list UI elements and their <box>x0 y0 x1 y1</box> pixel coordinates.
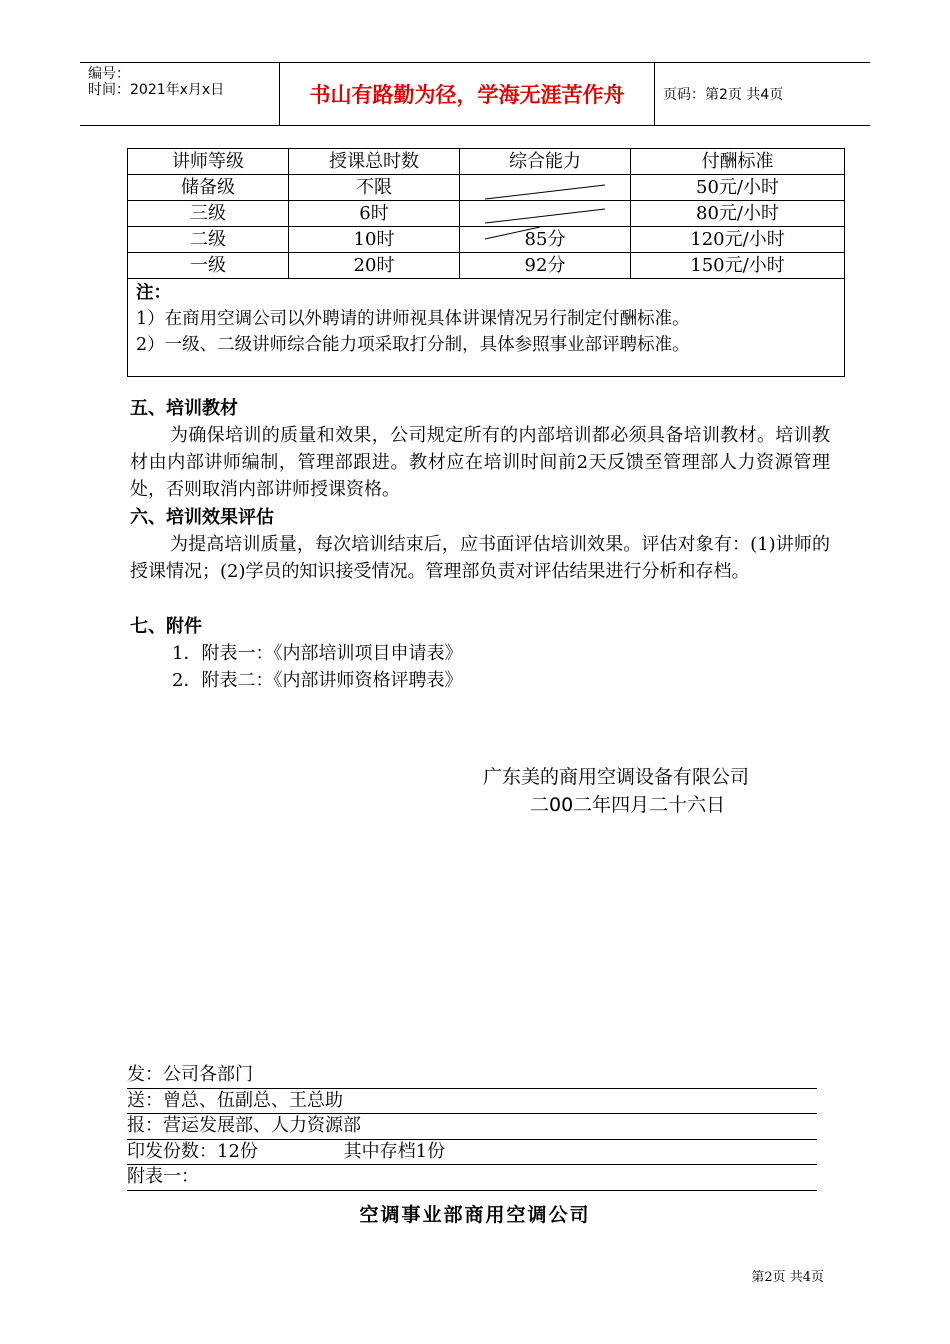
struck-out-cell <box>460 201 631 227</box>
table-cell: 20时 <box>289 253 460 279</box>
distribution-copies <box>127 1140 817 1166</box>
table-header-row <box>128 149 845 175</box>
attachment-item: 2．附表二：《内部讲师资格评聘表》 <box>172 670 463 691</box>
page-header <box>80 62 870 126</box>
attachment-item: 1．附表一：《内部培训项目申请表》 <box>172 643 463 664</box>
struck-out-cell <box>460 175 631 201</box>
score-value: 85分 <box>524 228 566 250</box>
section-attachments <box>130 614 830 694</box>
table-cell: 不限 <box>289 175 460 201</box>
company-name: 广东美的商用空调设备有限公司 <box>483 766 750 788</box>
table-notes <box>127 277 845 377</box>
column-header: 付酬标准 <box>631 149 845 175</box>
distribution-song: 送：曾总、伍副总、王总助 <box>127 1089 817 1115</box>
table-cell: 80元/小时 <box>631 201 845 227</box>
section-training-materials <box>130 396 830 503</box>
table-cell: 120元/小时 <box>631 227 845 253</box>
fee-table <box>127 148 845 279</box>
score-cell <box>460 227 631 253</box>
table-cell: 50元/小时 <box>631 175 845 201</box>
table-cell: 150元/小时 <box>631 253 845 279</box>
table-cell: 10时 <box>289 227 460 253</box>
notes-label: 注： <box>136 283 171 303</box>
section-body: 为确保培训的质量和效果，公司规定所有的内部培训都必须具备培训教材。培训教材由内部讲师编制，管理部跟进。教材应在培训时间前2天反馈至管理部人力资源管理处，否则取消内部讲师授课资格。 <box>130 425 830 500</box>
footer-organization: 空调事业部商用空调公司 <box>359 1204 591 1226</box>
table-row <box>128 175 845 201</box>
section-title: 六、培训效果评估 <box>130 507 274 528</box>
strike-line <box>460 175 630 200</box>
table-cell: 6时 <box>289 201 460 227</box>
section-title: 七、附件 <box>130 616 202 637</box>
section-training-evaluation <box>130 505 830 585</box>
table-row <box>128 253 845 279</box>
distribution-bao: 报：营运发展部、人力资源部 <box>127 1114 817 1140</box>
strike-line <box>460 227 630 252</box>
distribution-attachment: 附表一： <box>127 1165 817 1191</box>
distribution-fa: 发：公司各部门 <box>127 1063 817 1089</box>
table-cell: 一级 <box>128 253 289 279</box>
copies-count: 印发份数：12份 <box>127 1140 258 1162</box>
table-row <box>128 201 845 227</box>
table-row <box>128 227 845 253</box>
page-number: 第2页 共4页 <box>751 1270 824 1285</box>
strike-line <box>460 201 630 226</box>
table-cell: 二级 <box>128 227 289 253</box>
section-title: 五、培训教材 <box>130 398 238 419</box>
column-header: 讲师等级 <box>128 149 289 175</box>
section-body: 为提高培训质量，每次培训结束后，应书面评估培训效果。评估对象有：(1)讲师的授课情况；(2)学员的知识接受情况。管理部负责对评估结果进行分析和存档。 <box>130 534 830 582</box>
table-cell: 储备级 <box>128 175 289 201</box>
issue-date: 二00二年四月二十六日 <box>530 794 726 816</box>
column-header: 授课总时数 <box>289 149 460 175</box>
number-label: 编号： <box>88 66 130 82</box>
distribution-list <box>127 1063 817 1191</box>
header-meta <box>80 63 280 125</box>
table-cell: 92分 <box>460 253 631 279</box>
note-1: 1）在商用空调公司以外聘请的讲师视具体讲课情况另行制定付酬标准。 <box>136 309 690 329</box>
header-motto: 书山有路勤为径，学海无涯苦作舟 <box>280 63 655 125</box>
archive-count: 其中存档1份 <box>343 1140 446 1162</box>
note-2: 2）一级、二级讲师综合能力项采取打分制，具体参照事业部评聘标准。 <box>136 335 690 355</box>
table-cell: 三级 <box>128 201 289 227</box>
header-page-code: 页码：第2页 共4页 <box>663 87 784 103</box>
column-header: 综合能力 <box>460 149 631 175</box>
time-label: 时间：2021年x月x日 <box>88 82 225 98</box>
